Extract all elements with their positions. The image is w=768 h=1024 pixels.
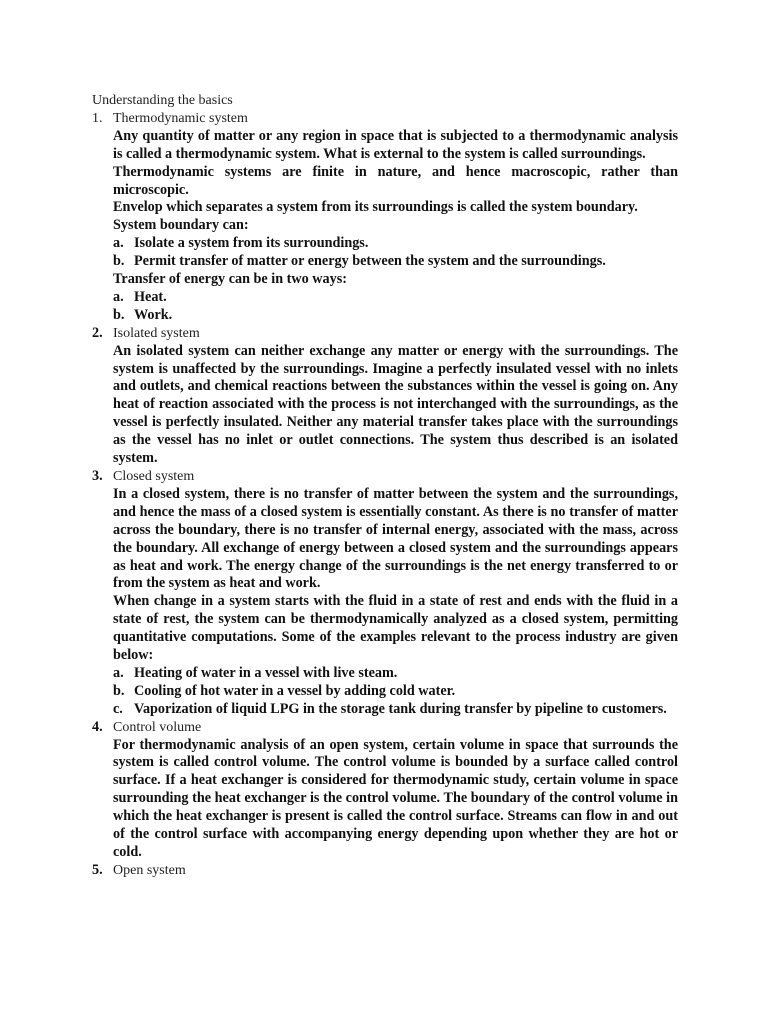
paragraph: Envelop which separates a system from its surroundings is called the system boundary. [113,199,638,216]
list-item [113,683,678,701]
list-marker: a. [113,288,124,305]
paragraph: For thermodynamic analysis of an open system, certain volume in space that surrounds the system is called control volume. The control volume is bounded by a surface called control surface. If a heat exchanger is considered for thermodynamic study, certain volume in space surrounding the heat exchanger is the control volume. The boundary of the control volume in which the heat exchanger is present is called the control surface. Streams can flow in and out of the control surface with accompanying energy depending upon whether they are hot or cold. [113,736,678,860]
list-marker: c. [113,700,123,717]
document-page [92,92,678,880]
section-number: 1. [92,110,103,126]
paragraph: Any quantity of matter or any region in space that is subjected to a thermodynamic analysis is called a thermodynamic system. What is external to the system is called surroundings. [113,127,678,162]
list-item-text: Isolate a system from its surroundings. [134,235,369,252]
section-title: Thermodynamic system [113,110,248,126]
doc-title: Understanding the basics [92,93,233,108]
section-number: 3. [92,468,103,484]
list-item-text: Heating of water in a vessel with live steam. [134,664,398,681]
paragraph: In a closed system, there is no transfer of matter between the system and the surroundings, and hence the mass of a closed system is essentially constant. As there is no transfer of matter across the boundary, there is no transfer of internal energy, associated with the mass, across the boundary. All exchange of energy between a closed system and the surroundings appears as heat and work. The energy change of the surroundings is the net energy transferred to or from the system as heat and work. [113,485,678,592]
paragraph: When change in a system starts with the fluid in a state of rest and ends with the fluid in a state of rest, the system can be thermodynamically analyzed as a closed system, permitting quantitative computations. Some of the examples relevant to the process industry are given below: [113,593,678,664]
section-title: Control volume [113,719,202,735]
section-closed-system [92,468,678,719]
section-title: Isolated system [113,325,200,341]
list-item [113,307,678,325]
list-item-text: Cooling of hot water in a vessel by adding cold water. [134,682,456,699]
list-item [113,665,678,683]
section-number: 5. [92,861,103,878]
list-item [113,289,678,307]
section-open-system [92,862,678,880]
section-title: Open system [113,862,186,878]
paragraph: An isolated system can neither exchange any matter or energy with the surroundings. The system is unaffected by the surroundings. Imagine a perfectly insulated vessel with no inlets and outlets, and chemical reactions between the substances within the vessel is going on. Any heat of reaction associated with the process is not interchanged with the surroundings, as the vessel is perfectly insulated. Neither any material transfer takes place with the surroundings as the vessel has no inlet or outlet connections. The system thus described is an isolated system. [113,342,678,467]
list-item-text: Permit transfer of matter or energy between the system and the surroundings. [134,253,606,270]
list [113,665,678,719]
section-heading [92,110,678,128]
paragraph: Thermodynamic systems are finite in nature, and hence macroscopic, rather than microscopic. [113,163,678,198]
section-isolated-system [92,325,678,468]
section-thermodynamic-system [92,110,678,325]
list-item [113,235,678,253]
section-number: 4. [92,718,103,735]
section-number: 2. [92,324,103,341]
paragraph: System boundary can: [113,217,249,234]
paragraph: Transfer of energy can be in two ways: [113,271,347,288]
section-control-volume [92,719,678,862]
list-item-text: Vaporization of liquid LPG in the storage tank during transfer by pipeline to customers. [134,700,667,717]
section-body [113,737,678,862]
list-marker: b. [113,682,125,699]
section-body [113,128,678,325]
list-item-text: Work. [134,306,173,323]
section-body [113,343,678,468]
list-item [113,701,678,719]
list-item-text: Heat. [134,288,167,305]
list-marker: b. [113,306,125,323]
section-heading [92,862,678,880]
section-heading [92,325,678,343]
list [113,235,678,271]
section-title: Closed system [113,469,195,484]
list-marker: a. [113,664,124,681]
section-heading [92,468,678,486]
list-item [113,253,678,271]
section-body [113,486,678,719]
section-heading [92,719,678,737]
list-marker: b. [113,253,125,270]
list-marker: a. [113,235,124,252]
list [113,289,678,325]
